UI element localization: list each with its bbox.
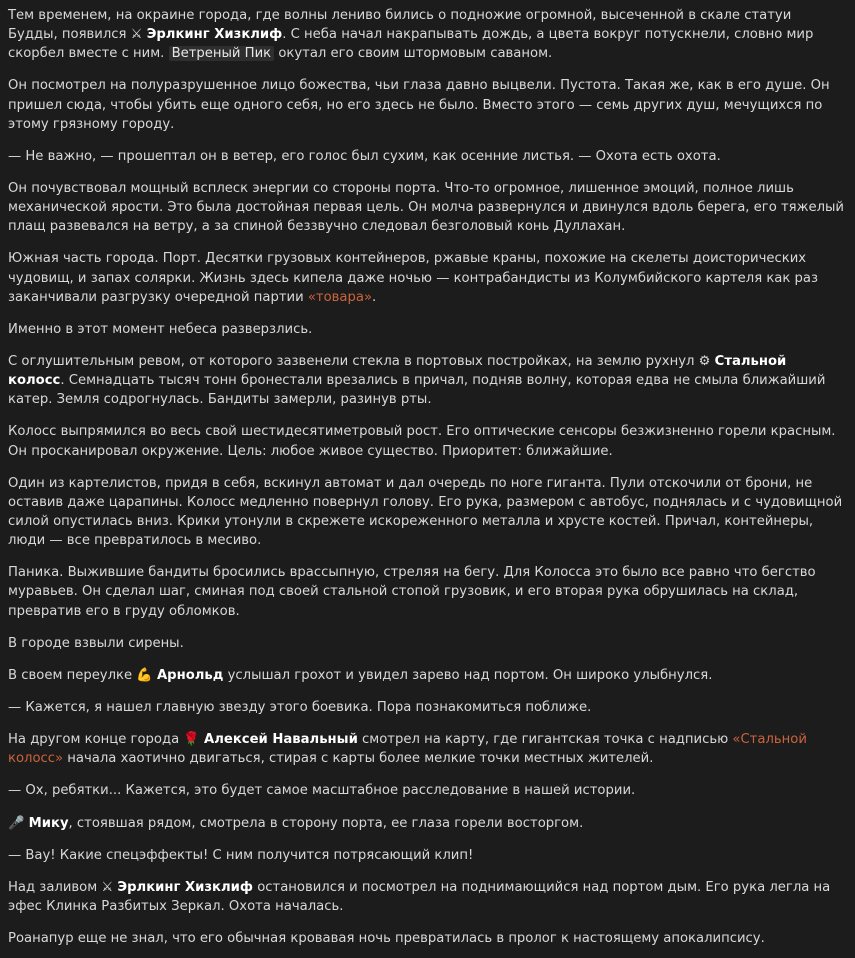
paragraph [8, 422, 845, 460]
paragraph [8, 878, 845, 916]
paragraph-text: — Вау! Какие спецэффекты! С ним получится потрясающий клип! [8, 847, 474, 863]
highlighted-term: «товара» [307, 289, 373, 305]
paragraph-text: На другом конце города [8, 732, 184, 748]
paragraph-text: . С неба начал накрапывать дождь, а цвета вокруг потускнели, словно мир скорбел вместе с ним. [8, 27, 814, 62]
paragraph-text: Паника. Выжившие бандиты бросились врассыпную, стреляя на бегу. Для Колосса это было все равно что бегство муравьев. Он сделал шаг, сминая под своей стальной стопой грузовик, и его вторая рука обрушилась на склад, превратив его в груду обломков. [8, 565, 816, 619]
character-name: Стальной колосс [8, 353, 787, 389]
paragraph [8, 76, 845, 133]
rose-icon: 🌹 [183, 732, 200, 748]
paragraph-text: услышал грохот и увидел зарево над портом. Он широко улыбнулся. [223, 667, 713, 683]
paragraph-text: Именно в этот момент небеса разверзлись. [8, 321, 313, 337]
paragraph-text: С оглушительным ревом, от которого зазвенели стекла в портовых постройках, на землю рухнул [8, 353, 699, 369]
paragraph-text: — Кажется, я нашел главную звезду этого боевика. Пора познакомиться поближе. [8, 699, 592, 715]
character-name: Алексей Навальный [204, 732, 358, 748]
paragraph-text: . Семнадцать тысяч тонн бронестали врезались в причал, подняв волну, которая едва не смыла ближайший катер. Земля содрогнулась. Бандиты замерли, разинув рты. [8, 373, 826, 408]
paragraph [8, 846, 845, 865]
paragraph-text: В городе взвыли сирены. [8, 635, 184, 651]
paragraph-text: начала хаотично двигаться, стирая с карты более мелкие точки местных жителей. [63, 751, 654, 767]
paragraph [8, 781, 845, 800]
highlighted-term: Ветреный Пик [169, 46, 275, 61]
gear-icon: ⚙ [698, 353, 711, 369]
highlighted-term: «Стальной колосс» [8, 732, 807, 767]
mic-icon: 🎤 [8, 815, 25, 831]
paragraph-text: Южная часть города. Порт. Десятки грузовых контейнеров, ржавые краны, похожие на скелеты доисторических чудовищ, и запах солярки. Жизнь здесь кипела даже ночью — контрабандисты из Колумбийского картеля как раз заканчивали разгрузку очередной партии [8, 251, 818, 305]
character-name: Эрлкинг Хизклиф [146, 27, 283, 43]
paragraph-text: , стоявшая рядом, смотрела в сторону порта, ее глаза горели восторгом. [68, 815, 584, 831]
paragraph-text: Он почувствовал мощный всплеск энергии со стороны порта. Что-то огромное, лишенное эмоций, полное лишь механической ярости. Это была достойная первая цель. Он молча развернулся и двинулся вдоль берега, его тяжелый плащ развевался на ветру, а за спиной беззвучно следовал безголовый конь Дуллахан. [8, 180, 845, 235]
paragraph [8, 249, 845, 306]
paragraph-text: Тем временем, на окраине города, где волны лениво бились о подножие огромной, высеченной в скале статуи Будды, появился [8, 8, 792, 43]
paragraph [8, 929, 845, 948]
paragraph [8, 666, 845, 685]
paragraph-text: — Ох, ребятки... Кажется, это будет самое масштабное расследование в нашей истории. [8, 783, 636, 799]
paragraph [8, 814, 845, 833]
paragraph [8, 730, 845, 768]
paragraph-text: Он посмотрел на полуразрушенное лицо божества, чьи глаза давно выцвели. Пустота. Такая же, как в его душе. Он пришел сюда, чтобы убить еще одного себя, но его здесь не было. Вместо этого — семь других душ, мечущихся по этому грязному городу. [8, 78, 830, 132]
paragraph-text: Роанапур еще не знал, что его обычная кровавая ночь превратилась в пролог к настоящему апокалипсису. [8, 931, 765, 947]
paragraph-text: — Не важно, — прошептал он в ветер, его голос был сухим, как осенние листья. — Охота есть охота. [8, 148, 721, 164]
paragraph-text: . [372, 289, 377, 305]
paragraph-text: Над заливом [8, 879, 102, 895]
paragraph [8, 320, 845, 339]
paragraph [8, 563, 845, 620]
paragraph-text: Колосс выпрямился во весь свой шестидесятиметровый рост. Его оптические сенсоры безжизненно горели красным. Он просканировал окружение. Цель: любое живое существо. Приоритет: ближайшие. [8, 424, 836, 459]
paragraph [8, 634, 845, 653]
paragraph-text: остановился и посмотрел на поднимающийся над портом дым. Его рука легла на эфес Клинка Разбитых Зеркал. Охота началась. [8, 879, 831, 914]
paragraph [8, 698, 845, 717]
paragraph [8, 352, 845, 409]
muscle-icon: 💪 [136, 667, 153, 683]
paragraph-text: смотрел на карту, где гигантская точка с надписью [357, 732, 733, 748]
character-name: Арнольд [156, 667, 224, 683]
paragraph [8, 6, 845, 63]
paragraph [8, 147, 845, 166]
paragraph [8, 474, 845, 551]
paragraph-text: окутал его своим штормовым саваном. [274, 46, 553, 62]
paragraph-text: В своем переулке [8, 667, 137, 683]
sword-icon: ⚔ [101, 879, 114, 895]
paragraph [8, 179, 845, 236]
character-name: Мику [28, 815, 69, 831]
character-name: Эрлкинг Хизклиф [117, 879, 253, 895]
paragraph-text: Один из картелистов, придя в себя, вскинул автомат и дал очередь по ноге гиганта. Пули отскочили от брони, не оставив даже царапины. Колосс медленно повернул голову. Его рука, размером с автобус, поднялась и с чудовищной силой опустилась вниз. Крики утонули в скрежете искореженного металла и хрусте костей. Причал, контейнеры, люди — все превратилось в месиво. [8, 475, 843, 549]
sword-icon: ⚔ [130, 27, 143, 43]
